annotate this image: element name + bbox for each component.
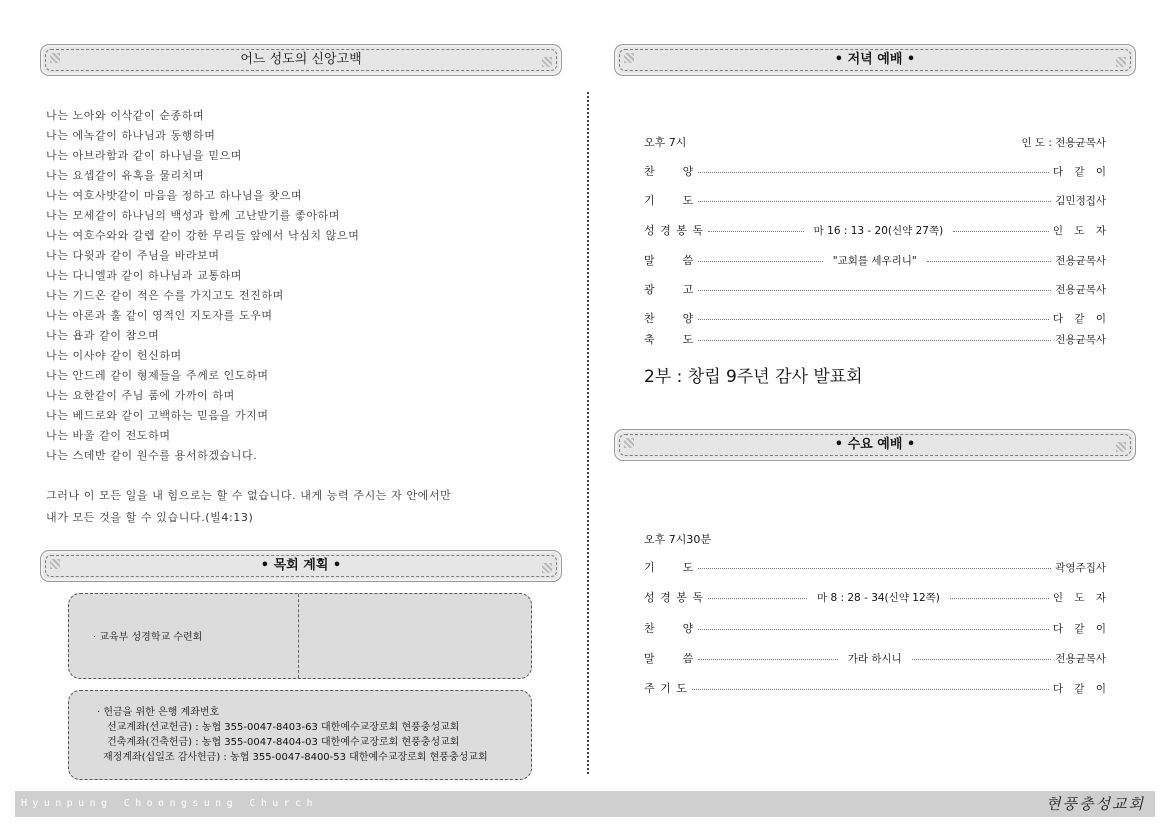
footer-church-name-english: Hyunpung Choongsung Church [21, 798, 318, 809]
poem-line: 나는 다윗과 같이 주님을 바라보며 [46, 249, 220, 262]
box-divider [298, 594, 299, 678]
poem-line: 나는 모세같이 하나님의 백성과 함께 고난받기를 좋아하며 [46, 209, 341, 222]
order-label: 광 고 [644, 283, 695, 296]
order-label: 성 경 봉 독 [644, 591, 704, 604]
dotted-leader [912, 659, 1052, 660]
evening-service-title: • 저녁 예배 • [834, 52, 916, 67]
dotted-leader [708, 231, 804, 232]
order-row [644, 252, 1106, 268]
service-time: 오후 7시30분 [644, 533, 711, 546]
order-row [644, 589, 1110, 605]
order-row [644, 650, 1106, 666]
wednesday-service-header [614, 429, 1136, 461]
dotted-leader [698, 340, 1051, 341]
wednesday-service-title: • 수요 예배 • [834, 437, 916, 452]
poem-line: 나는 아론과 훌 같이 영적인 지도자를 도우며 [46, 309, 273, 322]
order-label: 말 씀 [644, 652, 695, 665]
poem-line: 나는 요셉같이 유혹을 물리치며 [46, 169, 205, 182]
order-row [644, 310, 1110, 326]
poem-line: 나는 아브라함과 같이 하나님을 믿으며 [46, 149, 243, 162]
bank-heading: · 헌금을 위한 은행 계좌번호 [97, 707, 220, 718]
order-value: 김민정집사 [1055, 194, 1106, 207]
dotted-leader [698, 659, 838, 660]
dotted-leader [927, 261, 1052, 262]
dotted-leader [698, 290, 1051, 291]
evening-service-order [644, 134, 1111, 354]
order-row [644, 680, 1110, 696]
poem-line: 나는 안드레 같이 형제들을 주께로 인도하며 [46, 369, 269, 382]
dotted-leader [698, 319, 1049, 320]
order-value: 전용균목사 [1055, 283, 1106, 296]
service-leader: 인 도 : 전용균목사 [1021, 136, 1106, 149]
closing-line: 내가 모든 것을 할 수 있습니다.(빌4:13) [46, 511, 254, 524]
dotted-leader [950, 598, 1049, 599]
dotted-leader [953, 231, 1049, 232]
confession-poem [46, 106, 359, 466]
poem-line: 나는 다니엘과 같이 하나님과 교통하며 [46, 269, 243, 282]
sermon-title: "교회를 세우리니" [832, 254, 917, 267]
service-time-row [644, 531, 1106, 547]
order-row [644, 163, 1110, 179]
scripture-reference: 마 8 : 28 - 34(신약 12쪽) [817, 591, 940, 604]
bank-account-line: 선교계좌(선교헌금) : 농협 355-0047-8403-63 대한예수교장로회 현풍충성교회 [107, 722, 460, 733]
order-label: 찬 양 [644, 312, 695, 325]
sermon-title: 가라 하시니 [847, 652, 902, 665]
order-label: 성 경 봉 독 [644, 224, 704, 237]
pastoral-plan-title: • 목회 계획 • [260, 558, 342, 573]
order-row [644, 559, 1106, 575]
order-value: 다 같 이 [1052, 312, 1110, 325]
bank-account-line: 건축계좌(건축헌금) : 농협 355-0047-8404-03 대한예수교장로회 현풍충성교회 [107, 737, 460, 748]
pastoral-plan-box [68, 593, 532, 679]
order-row [644, 620, 1110, 636]
poem-line: 나는 여호수와와 갈렙 같이 강한 무리들 앞에서 낙심치 않으며 [46, 229, 360, 242]
service-time: 오후 7시 [644, 136, 687, 149]
order-label: 기 도 [644, 561, 695, 574]
pastoral-plan-item: · 교육부 성경학교 수련회 [93, 632, 203, 643]
order-row [644, 281, 1106, 297]
closing-paragraph [46, 485, 566, 529]
service-time-row [644, 134, 1106, 150]
footer-bar [15, 791, 1155, 817]
order-label: 주 기 도 [644, 682, 688, 695]
order-value: 다 같 이 [1052, 165, 1110, 178]
poem-line: 나는 베드로와 같이 고백하는 믿음을 가지며 [46, 409, 269, 422]
order-label: 찬 양 [644, 622, 695, 635]
order-row [644, 222, 1111, 238]
dotted-leader [708, 598, 807, 599]
second-part-program: 2부 : 창립 9주년 감사 발표회 [644, 367, 863, 387]
poem-line: 나는 여호사밧같이 마음을 정하고 하나님을 찾으며 [46, 189, 303, 202]
confession-title: 어느 성도의 신앙고백 [240, 52, 362, 67]
poem-line: 나는 바울 같이 전도하며 [46, 429, 171, 442]
order-value: 전용균목사 [1055, 652, 1107, 665]
order-value: 곽영주집사 [1055, 561, 1106, 574]
evening-service-header [614, 44, 1136, 76]
poem-line: 나는 요한같이 주님 품에 가까이 하며 [46, 389, 235, 402]
order-value: 다 같 이 [1052, 622, 1110, 635]
order-label: 기 도 [644, 194, 695, 207]
order-value: 전용균목사 [1055, 254, 1107, 267]
order-value: 인 도 자 [1052, 224, 1111, 237]
confession-header [40, 44, 562, 76]
dotted-leader [698, 261, 823, 262]
poem-line: 나는 에녹같이 하나님과 동행하며 [46, 129, 216, 142]
scripture-reference: 마 16 : 13 - 20(신약 27쪽) [813, 224, 944, 237]
order-value: 인 도 자 [1052, 591, 1110, 604]
column-divider [587, 92, 589, 774]
poem-line: 나는 이사야 같이 헌신하며 [46, 349, 182, 362]
pastoral-plan-header [40, 550, 562, 582]
order-row [644, 331, 1106, 347]
dotted-leader [698, 629, 1049, 630]
order-label: 축 도 [644, 333, 695, 346]
poem-line: 나는 스데반 같이 원수를 용서하겠습니다. [46, 449, 258, 462]
dotted-leader [692, 689, 1049, 690]
poem-line: 나는 욥과 같이 참으며 [46, 329, 160, 342]
poem-line: 나는 노아와 이삭같이 순종하며 [46, 109, 205, 122]
wednesday-service-order [644, 531, 1110, 701]
order-label: 말 씀 [644, 254, 695, 267]
bank-account-line: 재정계좌(십일조 감사헌금) : 농협 355-0047-8400-53 대한예수교장로회 현풍충성교회 [103, 752, 488, 763]
dotted-leader [698, 201, 1051, 202]
order-value: 다 같 이 [1052, 682, 1110, 695]
order-value: 전용균목사 [1055, 333, 1106, 346]
dotted-leader [698, 172, 1049, 173]
order-label: 찬 양 [644, 165, 695, 178]
footer-church-logo: 현풍충성교회 [1046, 795, 1145, 813]
poem-line: 나는 기드온 같이 적은 수를 가지고도 전진하며 [46, 289, 284, 302]
dotted-leader [698, 568, 1051, 569]
order-row [644, 192, 1106, 208]
closing-line: 그러나 이 모든 일을 내 힘으로는 할 수 없습니다. 내게 능력 주시는 자 안에서만 [46, 489, 452, 502]
bank-accounts-box [68, 690, 532, 780]
